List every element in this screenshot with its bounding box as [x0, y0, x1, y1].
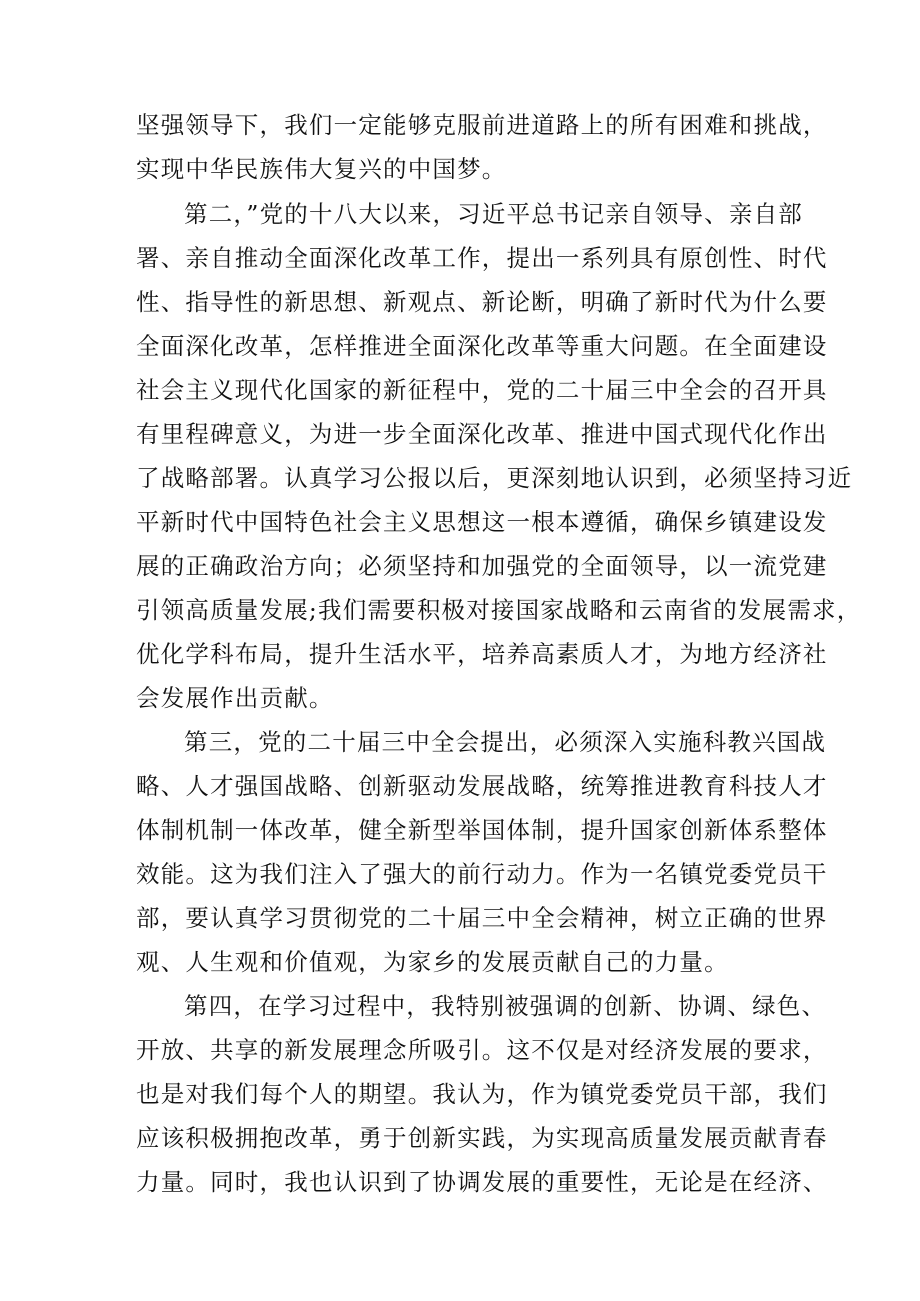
text-line: 开放、共享的新发展理念所吸引。这不仅是对经济发展的要求， — [136, 1036, 828, 1064]
text-line: 会发展作出贡献。 — [136, 684, 334, 712]
text-line: 坚强领导下，我们一定能够克服前进道路上的所有困难和挑战， — [136, 111, 828, 139]
text-line: 有里程碑意义，为进一步全面深化改革、推进中国式现代化作出 — [136, 420, 828, 448]
text-line: 应该积极拥抱改革，勇于创新实践，为实现高质量发展贡献青春 — [136, 1124, 828, 1152]
text-line: 也是对我们每个人的期望。我认为，作为镇党委党员干部，我们 — [136, 1080, 828, 1108]
paragraph-start-line: 第四，在学习过程中，我特别被强调的创新、协调、绿色、 — [184, 992, 827, 1020]
text-line: 署、亲自推动全面深化改革工作，提出一系列具有原创性、时代 — [136, 244, 828, 272]
text-line: 观、人生观和价值观，为家乡的发展贡献自己的力量。 — [136, 948, 729, 976]
text-line: 展的正确政治方向；必须坚持和加强党的全面领导，以一流党建 — [136, 552, 828, 580]
text-line: 全面深化改革，怎样推进全面深化改革等重大问题。在全面建设 — [136, 332, 828, 360]
text-line: 了战略部署。认真学习公报以后，更深刻地认识到，必须坚持习近 — [136, 464, 853, 492]
text-line: 实现中华民族伟大复兴的中国梦。 — [136, 155, 507, 183]
text-line: 略、人才强国战略、创新驱动发展战略，统筹推进教育科技人才 — [136, 772, 828, 800]
text-line: 引领高质量发展;我们需要积极对接国家战略和云南省的发展需求， — [136, 596, 862, 624]
text-line: 效能。这为我们注入了强大的前行动力。作为一名镇党委党员干 — [136, 860, 828, 888]
paragraph-start-line: 第三，党的二十届三中全会提出，必须深入实施科教兴国战 — [184, 728, 827, 756]
text-line: 部，要认真学习贯彻党的二十届三中全会精神，树立正确的世界 — [136, 904, 828, 932]
text-line: 平新时代中国特色社会主义思想这一根本遵循，确保乡镇建设发 — [136, 508, 828, 536]
text-line: 体制机制一体改革，健全新型举国体制，提升国家创新体系整体 — [136, 816, 828, 844]
text-line: 优化学科布局，提升生活水平，培养高素质人才，为地方经济社 — [136, 640, 828, 668]
paragraph-start-line: 第二，”党的十八大以来，习近平总书记亲自领导、亲自部 — [184, 200, 803, 228]
text-line: 力量。同时，我也认识到了协调发展的重要性，无论是在经济、 — [136, 1168, 828, 1196]
text-line: 性、指导性的新思想、新观点、新论断，明确了新时代为什么要 — [136, 288, 828, 316]
text-line: 社会主义现代化国家的新征程中，党的二十届三中全会的召开具 — [136, 376, 828, 404]
